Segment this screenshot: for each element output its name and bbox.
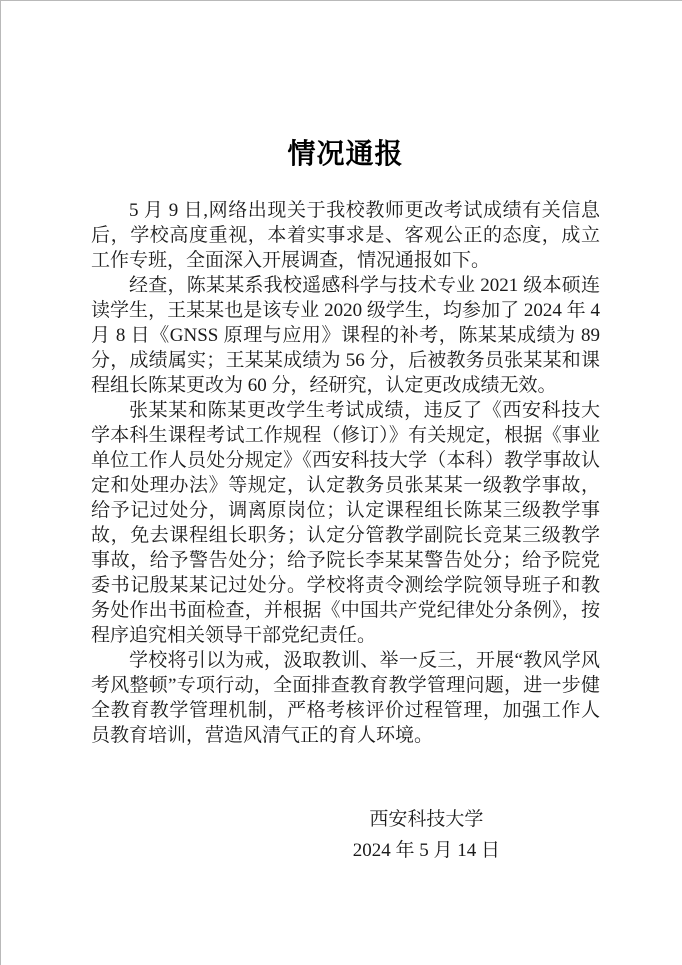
document-title: 情况通报 [287, 138, 404, 169]
body-paragraph-1: 5 月 9 日,网络出现关于我校教师更改考试成绩有关信息后，学校高度重视，本着实事求是、客观公正的态度，成立工作专班，全面深入开展调查，情况通报如下。 [91, 200, 600, 271]
document-body [91, 198, 600, 748]
signature-block [353, 804, 500, 866]
signature-organization: 西安科技大学 [369, 809, 484, 830]
body-paragraph-2: 经查，陈某某系我校遥感科学与技术专业 2021 级本硕连读学生，王某某也是该专业 2020 级学生，均参加了 2024 年 4 月 8 日《GNSS 原理与应用》课程的补考，陈某某成绩为 89 分，成绩属实；王某某成绩为 56 分，后被教务员张某某和课程组长陈某更改为 60 分，经研究，认定更改成绩无效。 [91, 275, 600, 396]
signature-date: 2024 年 5 月 14 日 [352, 840, 500, 861]
document-content [1, 1, 682, 866]
body-paragraph-4: 学校将引以为戒，汲取教训、举一反三，开展“教风学风考风整顿”专项行动，全面排查教育教学管理问题，进一步健全教育教学管理机制，严格考核评价过程管理，加强工作人员教育培训，营造风清气正的育人环境。 [91, 650, 600, 746]
body-paragraph-3: 张某某和陈某更改学生考试成绩，违反了《西安科技大学本科生课程考试工作规程（修订）》有关规定，根据《事业单位工作人员处分规定》《西安科技大学（本科）教学事故认定和处理办法》等规定，认定教务员张某某一级教学事故，给予记过处分，调离原岗位；认定课程组长陈某三级教学事故，免去课程组长职务；认定分管教学副院长竞某三级教学事故，给予警告处分；给予院长李某某警告处分；给予院党委书记殷某某记过处分。学校将责令测绘学院领导班子和教务处作出书面检查，并根据《中国共产党纪律处分条例》，按程序追究相关领导干部党纪责任。 [91, 400, 600, 646]
